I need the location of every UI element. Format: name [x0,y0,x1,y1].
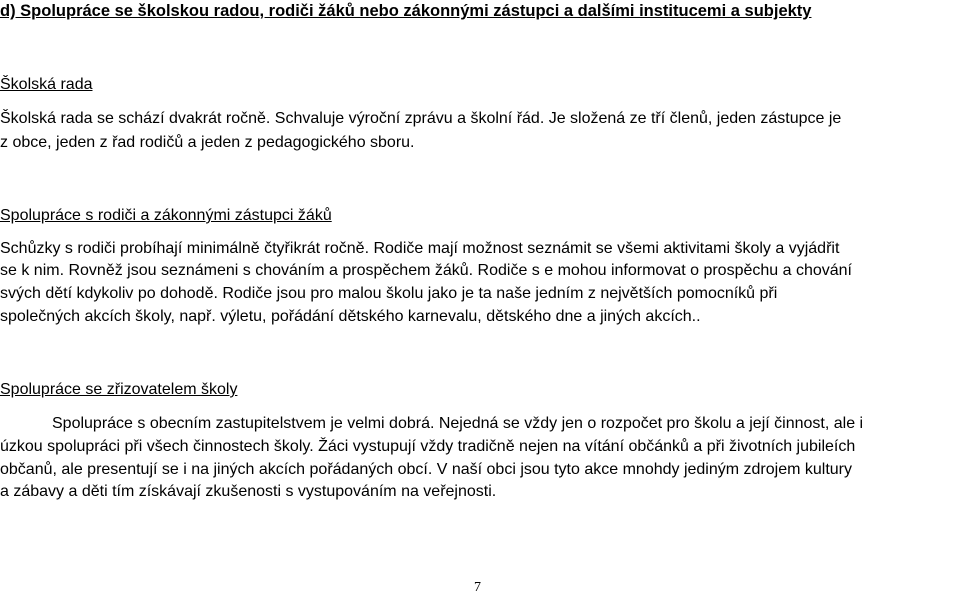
school-board-line-2: z obce, jeden z řad rodičů a jeden z pedagogického sboru. [0,134,415,151]
parents-line-4: společných akcích školy, např. výletu, pořádání dětského karnevalu, dětského dne a jiných akcích.. [0,308,701,325]
school-board-title: Školská rada [0,76,93,93]
founder-line-3: občanů, ale presentují se i na jiných akcích pořádaných obcí. V naší obci jsou tyto akce mnohdy jediným zdrojem kultury [0,461,853,478]
page-number: 7 [474,580,481,595]
parents-line-2: se k nim. Rovněž jsou seznámeni s chováním a prospěchem žáků. Rodiče s e mohou informovat o prospěchu a chování [0,262,852,279]
founder-line-2: úzkou spolupráci při všech činnostech školy. Žáci vystupují vždy tradičně nejen na vítání občánků a při životních jubileích [0,438,856,455]
parents-title: Spolupráce s rodiči a zákonnými zástupci žáků [0,207,332,224]
founder-line-1: Spolupráce s obecním zastupitelstvem je velmi dobrá. Nejedná se vždy jen o rozpočet pro školu a její činnost, ale i [52,415,864,432]
founder-line-4: a zábavy a děti tím získávají zkušenosti s vystupováním na veřejnosti. [0,483,497,500]
founder-title: Spolupráce se zřizovatelem školy [0,381,238,398]
parents-line-1: Schůzky s rodiči probíhají minimálně čtyřikrát ročně. Rodiče mají možnost seznámit se všemi aktivitami školy a vyjádřit [0,240,840,257]
section-heading: d) Spolupráce se školskou radou, rodiči žáků nebo zákonnými zástupci a dalšími institucemi a subjekty [0,2,812,20]
parents-line-3: svých dětí kdykoliv po dohodě. Rodiče jsou pro malou školu jako je ta naše jedním z největších pomocníků při [0,285,778,302]
school-board-line-1: Školská rada se schází dvakrát ročně. Schvaluje výroční zprávu a školní řád. Je složená ze tří členů, jeden zástupce je [0,110,842,127]
